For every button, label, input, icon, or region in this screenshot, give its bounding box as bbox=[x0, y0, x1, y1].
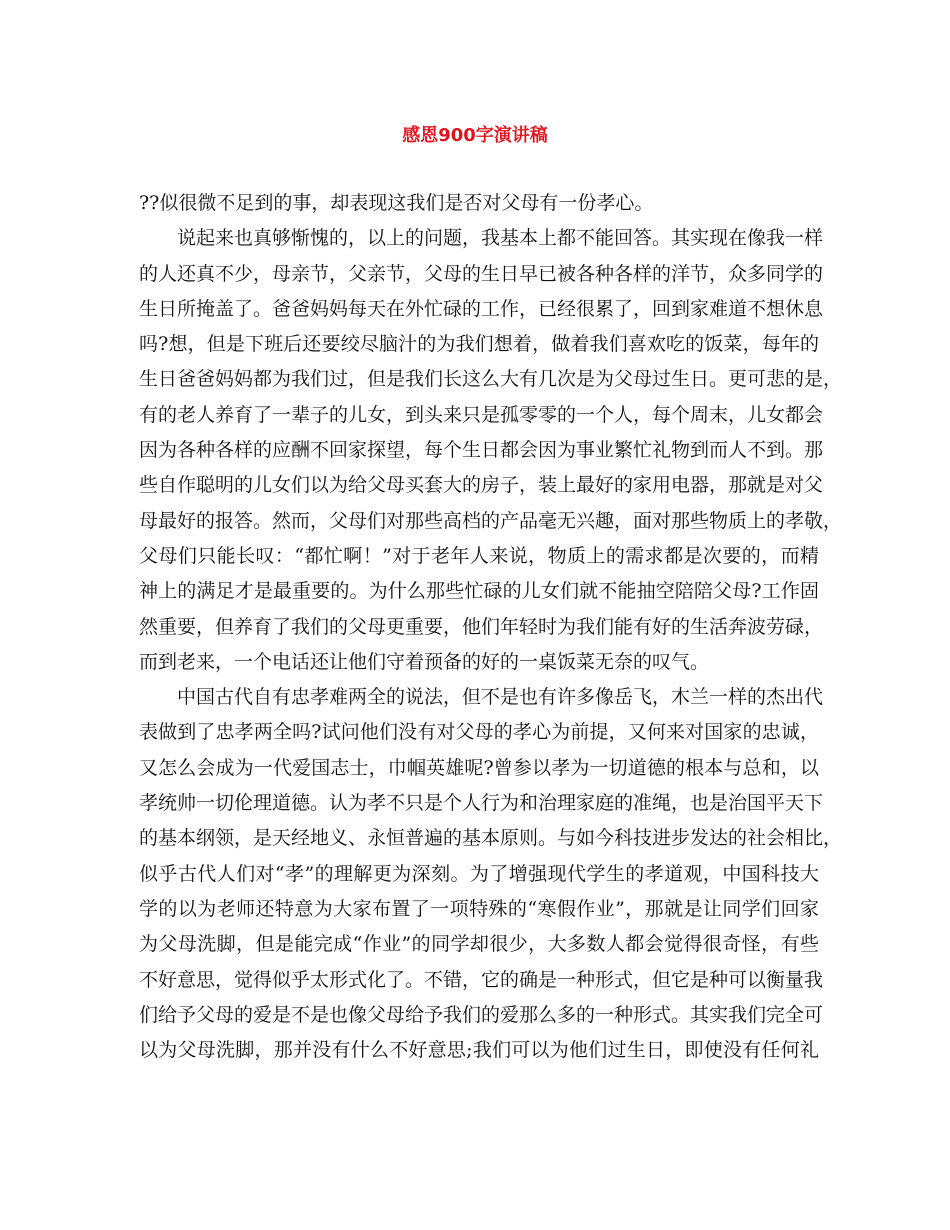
document-title: 感恩900字演讲稿 bbox=[402, 125, 548, 146]
text-line: ??似很微不足到的事，却表现这我们是否对父母有一份孝心。 bbox=[139, 192, 654, 214]
text-line: 不好意思，觉得似乎太形式化了。不错，它的确是一种形式，但它是种可以衡量我 bbox=[139, 968, 824, 991]
text-line: 表做到了忠孝两全吗?试问他们没有对父母的孝心为前提，又何来对国家的忠诚， bbox=[139, 721, 819, 744]
paragraph-start-line: 说起来也真够惭愧的，以上的问题，我基本上都不能回答。其实现在像我一样 bbox=[177, 227, 824, 250]
text-line: 因为各种各样的应酬不回家探望，每个生日都会因为事业繁忙礼物到而人不到。那 bbox=[139, 439, 824, 462]
text-line: 为父母洗脚，但是能完成“作业”的同学却很少，大多数人都会觉得很奇怪，有些 bbox=[139, 933, 819, 956]
text-line: 神上的满足才是最重要的。为什么那些忙碌的儿女们就不能抽空陪陪父母?工作固 bbox=[139, 580, 819, 603]
paragraph-end-line: 而到老来，一个电话还让他们守着预备的好的一桌饭菜无奈的叹气。 bbox=[139, 650, 710, 673]
text-line: 父母们只能长叹：“都忙啊！”对于老年人来说，物质上的需求都是次要的，而精 bbox=[139, 544, 819, 567]
text-line: 又怎么会成为一代爱国志士，巾帼英雄呢?曾参以孝为一切道德的根本与总和，以 bbox=[139, 756, 819, 779]
text-line: 的基本纲领，是天经地义、永恒普遍的基本原则。与如今科技进步发达的社会相比， bbox=[139, 827, 843, 850]
paragraph-start-line: 中国古代自有忠孝难两全的说法，但不是也有许多像岳飞，木兰一样的杰出代 bbox=[177, 686, 824, 709]
text-line: 以为父母洗脚，那并没有什么不好意思;我们可以为他们过生日，即使没有任何礼 bbox=[139, 1039, 819, 1062]
text-line: 的人还真不少，母亲节，父亲节，父母的生日早已被各种各样的洋节，众多同学的 bbox=[139, 262, 824, 285]
text-line: 学的以为老师还特意为大家布置了一项特殊的“寒假作业”，那就是让同学们回家 bbox=[139, 897, 819, 920]
text-line: 些自作聪明的儿女们以为给父母买套大的房子，装上最好的家用电器，那就是对父 bbox=[139, 474, 824, 497]
text-line: 然重要，但养育了我们的父母更重要，他们年轻时为我们能有好的生活奔波劳碌， bbox=[139, 615, 824, 638]
text-line: 们给予父母的爱是不是也像父母给予我们的爱那么多的一种形式。其实我们完全可 bbox=[139, 1003, 824, 1026]
document-body bbox=[139, 186, 843, 1068]
text-line: 生日所掩盖了。爸爸妈妈每天在外忙碌的工作，已经很累了，回到家难道不想休息 bbox=[139, 297, 824, 320]
text-line: 似乎古代人们对“孝”的理解更为深刻。为了增强现代学生的孝道观，中国科技大 bbox=[139, 862, 819, 885]
text-line: 生日爸爸妈妈都为我们过，但是我们长这么大有几次是为父母过生日。更可悲的是， bbox=[139, 368, 843, 391]
text-line: 有的老人养育了一辈子的儿女，到头来只是孤零零的一个人，每个周末，儿女都会 bbox=[139, 403, 824, 426]
text-line: 孝统帅一切伦理道德。认为孝不只是个人行为和治理家庭的准绳，也是治国平天下 bbox=[139, 792, 824, 815]
text-line: 吗?想，但是下班后还要绞尽脑汁的为我们想着，做着我们喜欢吃的饭菜，每年的 bbox=[139, 333, 819, 356]
text-line: 母最好的报答。然而，父母们对那些高档的产品毫无兴趣，面对那些物质上的孝敬， bbox=[139, 509, 843, 532]
